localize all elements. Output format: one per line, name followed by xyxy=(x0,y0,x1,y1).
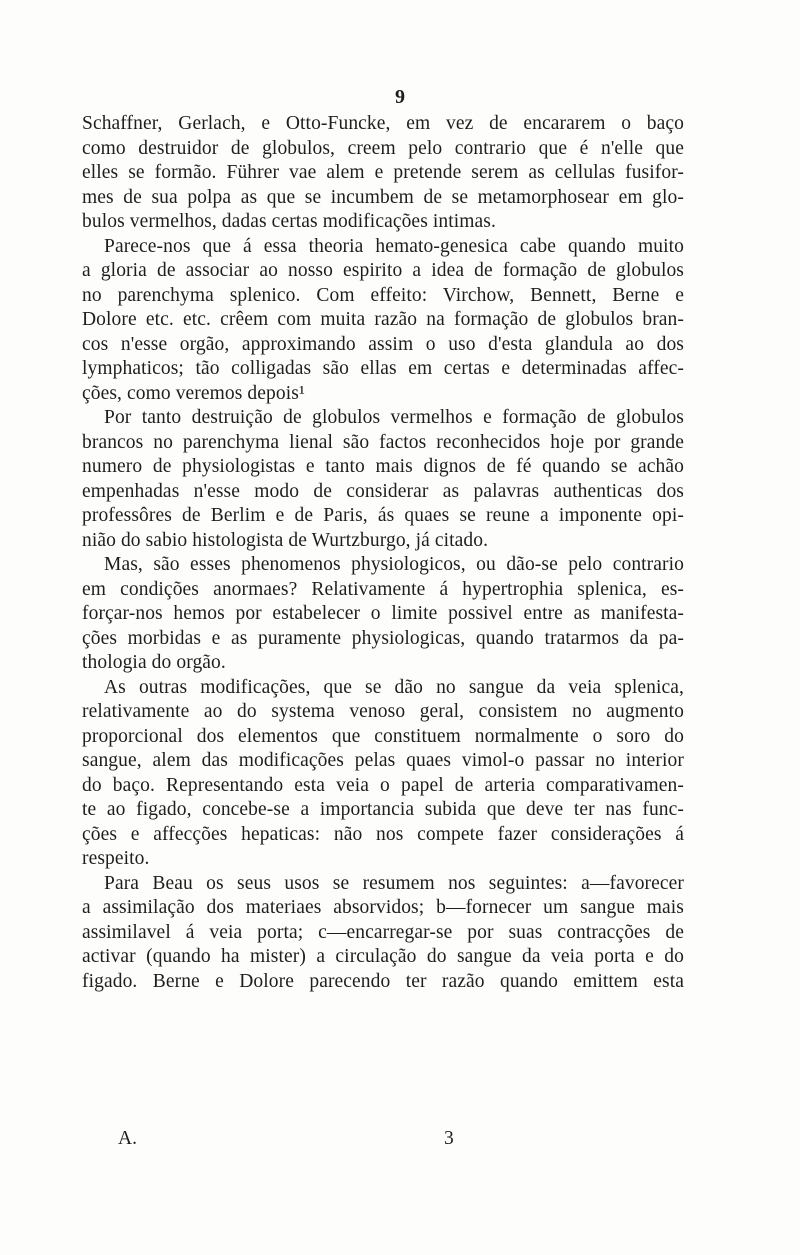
text-line: elles se formão. Führer vae alem e pretende serem as cellulas fusifor- xyxy=(82,162,684,183)
text-line: Dolore etc. etc. crêem com muita razão na formação de globulos bran- xyxy=(82,309,684,330)
body-text xyxy=(82,112,684,994)
text-line: nião do sabio histologista de Wurtzburgo, já citado. xyxy=(82,529,489,551)
text-line: em condições anormaes? Relativamente á hypertrophia splenica, es- xyxy=(82,578,684,600)
sheet-number: 3 xyxy=(444,1128,454,1149)
text-line: bulos vermelhos, dadas certas modificações intimas. xyxy=(82,211,496,232)
signature-mark: A. xyxy=(118,1128,137,1149)
text-line: te ao figado, concebe-se a importancia subida que deve ter nas func- xyxy=(82,799,684,820)
text-line: lymphaticos; tão colligadas são ellas em certas e determinadas affec- xyxy=(82,358,684,379)
page-number: 9 xyxy=(395,86,405,108)
text-line: activar (quando ha mister) a circulação do sangue da veia porta e do xyxy=(82,946,684,967)
text-line: sangue, alem das modificações pelas quaes vimol-o passar no interior xyxy=(82,750,684,771)
text-line: relativamente ao do systema venoso geral, consistem no augmento xyxy=(82,701,684,722)
text-line: empenhadas n'esse modo de considerar as palavras authenticas dos xyxy=(82,480,684,502)
text-line: proporcional dos elementos que constituem normalmente o soro do xyxy=(82,725,684,747)
text-line: a gloria de associar ao nosso espirito a idea de formação de globulos xyxy=(82,260,684,281)
text-line: do baço. Representando esta veia o papel de arteria comparativamen- xyxy=(82,774,684,796)
text-line: Schaffner, Gerlach, e Otto-Funcke, em vez de encararem o baço xyxy=(82,113,684,134)
text-line: cos n'esse orgão, approximando assim o uso d'esta glandula ao dos xyxy=(82,333,684,355)
text-line: forçar-nos hemos por estabelecer o limite possivel entre as manifesta- xyxy=(82,603,684,624)
text-line: no parenchyma splenico. Com effeito: Virchow, Bennett, Berne e xyxy=(82,284,684,306)
text-line: ções e affecções hepaticas: não nos compete fazer considerações á xyxy=(82,823,684,845)
text-line: Mas, são esses phenomenos physiologicos, ou dão-se pelo contrario xyxy=(104,554,684,575)
text-line: Parece-nos que á essa theoria hemato-genesica cabe quando muito xyxy=(104,235,684,257)
text-line: ções, como veremos depois¹ xyxy=(82,382,305,404)
text-line: thologia do orgão. xyxy=(82,652,226,673)
text-line: mes de sua polpa as que se incumbem de se metamorphosear em glo- xyxy=(82,186,684,208)
text-line: professôres de Berlim e de Paris, ás quaes se reune a imponente opi- xyxy=(82,505,684,526)
text-line: Por tanto destruição de globulos vermelhos e formação de globulos xyxy=(104,407,684,428)
page-footer xyxy=(0,1127,800,1151)
text-line: ções morbidas e as puramente physiologicas, quando tratarmos da pa- xyxy=(82,627,684,649)
text-line: assimilavel á veia porta; c—encarregar-se por suas contracções de xyxy=(82,921,684,943)
text-line: numero de physiologistas e tanto mais dignos de fé quando se achão xyxy=(82,456,684,477)
text-line: figado. Berne e Dolore parecendo ter razão quando emittem esta xyxy=(82,970,684,992)
text-line: respeito. xyxy=(82,848,150,869)
text-line: As outras modificações, que se dão no sangue da veia splenica, xyxy=(104,676,684,698)
text-line: brancos no parenchyma lienal são factos reconhecidos hoje por grande xyxy=(82,431,684,453)
text-line: a assimilação dos materiaes absorvidos; b—fornecer um sangue mais xyxy=(82,897,684,918)
text-line: como destruidor de globulos, creem pelo contrario que é n'elle que xyxy=(82,137,684,159)
text-line: Para Beau os seus usos se resumem nos seguintes: a—favorecer xyxy=(104,872,684,894)
